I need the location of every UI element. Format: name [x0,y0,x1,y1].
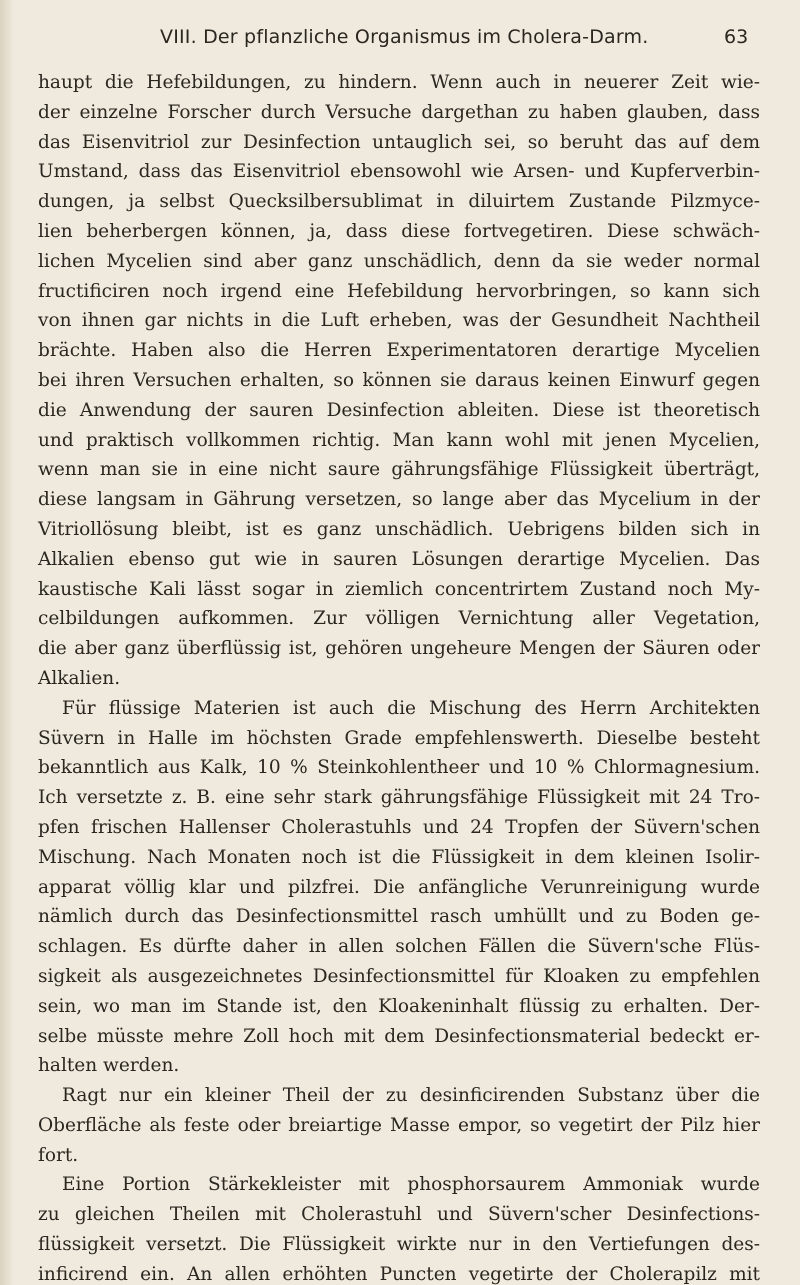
text-line: kaustische Kali lässt sogar in ziemlich concentrirtem Zustand noch My- [38,578,760,600]
text-line: halten werden. [38,1055,180,1077]
text-line: die aber ganz überflüssig ist, gehören ungeheure Mengen der Säuren oder [38,638,760,660]
text-line: bei ihren Versuchen erhalten, so können sie daraus keinen Einwurf gegen [38,369,760,391]
text-line: flüssigkeit versetzt. Die Flüssigkeit wirkte nur in den Vertiefungen des- [38,1234,760,1256]
text-line: das Eisenvitriol zur Desinfection untauglich sei, so beruht das auf dem [38,131,760,153]
text-line: sigkeit als ausgezeichnetes Desinfectionsmittel für Kloaken zu empfehlen [38,965,760,987]
text-line: schlagen. Es dürfte daher in allen solchen Fällen die Süvern'sche Flüs- [38,936,760,958]
text-line: Umstand, dass das Eisenvitriol ebensowohl wie Arsen- und Kupferverbin- [38,161,760,183]
text-line: sein, wo man im Stande ist, den Kloakeninhalt flüssig zu erhalten. Der- [38,995,760,1017]
text-line: von ihnen gar nichts in die Luft erheben, was der Gesundheit Nachtheil [38,310,760,332]
text-line: fructificiren noch irgend eine Hefebildung hervorbringen, so kann sich [38,280,760,302]
text-line: Süvern in Halle im höchsten Grade empfehlenswerth. Dieselbe besteht [38,727,760,749]
text-line: fort. [38,1144,79,1166]
text-line: zu gleichen Theilen mit Cholerastuhl und Süvern'scher Desinfections- [38,1204,760,1226]
text-line: die Anwendung der sauren Desinfection ableiten. Diese ist theoretisch [38,399,760,421]
text-line: Oberfläche als feste oder breiartige Masse empor, so vegetirt der Pilz hier [38,1114,760,1136]
text-line: apparat völlig klar und pilzfrei. Die anfängliche Verunreinigung wurde [38,876,760,898]
text-line: Ich versetzte z. B. eine sehr stark gährungsfähige Flüssigkeit mit 24 Tro- [38,787,760,809]
body-text [38,68,760,1285]
text-line: der einzelne Forscher durch Versuche dargethan zu haben glauben, dass [38,101,760,123]
page-edge-shadow [0,0,14,1285]
text-line: dungen, ja selbst Quecksilbersublimat in diluirtem Zustande Pilzmyce- [38,191,760,213]
text-line: Alkalien ebenso gut wie in sauren Lösungen derartige Mycelien. Das [38,548,760,570]
text-line: und praktisch vollkommen richtig. Man kann wohl mit jenen Mycelien, [38,429,760,451]
text-line: selbe müsste mehre Zoll hoch mit dem Desinfectionsmaterial bedeckt er- [38,1025,760,1047]
text-line: celbildungen aufkommen. Zur völligen Vernichtung aller Vegetation, [38,608,760,630]
text-line: diese langsam in Gährung versetzen, so lange aber das Mycelium in der [38,489,760,511]
running-head: VIII. Der pflanzliche Organismus im Cholera-Darm. [160,26,649,48]
text-line: lien beherbergen können, ja, dass diese fortvegetiren. Diese schwäch- [38,220,760,242]
text-line: Ragt nur ein kleiner Theil der zu desinficirenden Substanz über die [62,1085,760,1107]
text-line: lichen Mycelien sind aber ganz unschädlich, denn da sie weder normal [38,250,760,272]
text-line: brächte. Haben also die Herren Experimentatoren derartige Mycelien [38,340,760,362]
text-line: Alkalien. [38,667,121,689]
text-line: bekanntlich aus Kalk, 10 % Steinkohlentheer und 10 % Chlormagnesium. [38,757,760,779]
text-line: haupt die Hefebildungen, zu hindern. Wenn auch in neuerer Zeit wie- [38,72,760,93]
text-line: pfen frischen Hallenser Cholerastuhls und 24 Tropfen der Süvern'schen [38,816,760,838]
text-line: inficirend ein. An allen erhöhten Puncten vegetirte der Cholerapilz mit [38,1263,760,1285]
text-line: Vitriollösung bleibt, ist es ganz unschädlich. Uebrigens bilden sich in [38,518,760,540]
text-line: Mischung. Nach Monaten noch ist die Flüssigkeit in dem kleinen Isolir- [38,846,760,868]
text-line: wenn man sie in eine nicht saure gährungsfähige Flüssigkeit überträgt, [38,459,760,481]
text-line: nämlich durch das Desinfectionsmittel rasch umhüllt und zu Boden ge- [38,906,760,928]
text-line: Eine Portion Stärkekleister mit phosphorsaurem Ammoniak wurde [62,1174,760,1196]
page-header [0,20,800,60]
text-line: Für flüssige Materien ist auch die Mischung des Herrn Architekten [62,697,760,719]
page-number: 63 [724,26,749,48]
